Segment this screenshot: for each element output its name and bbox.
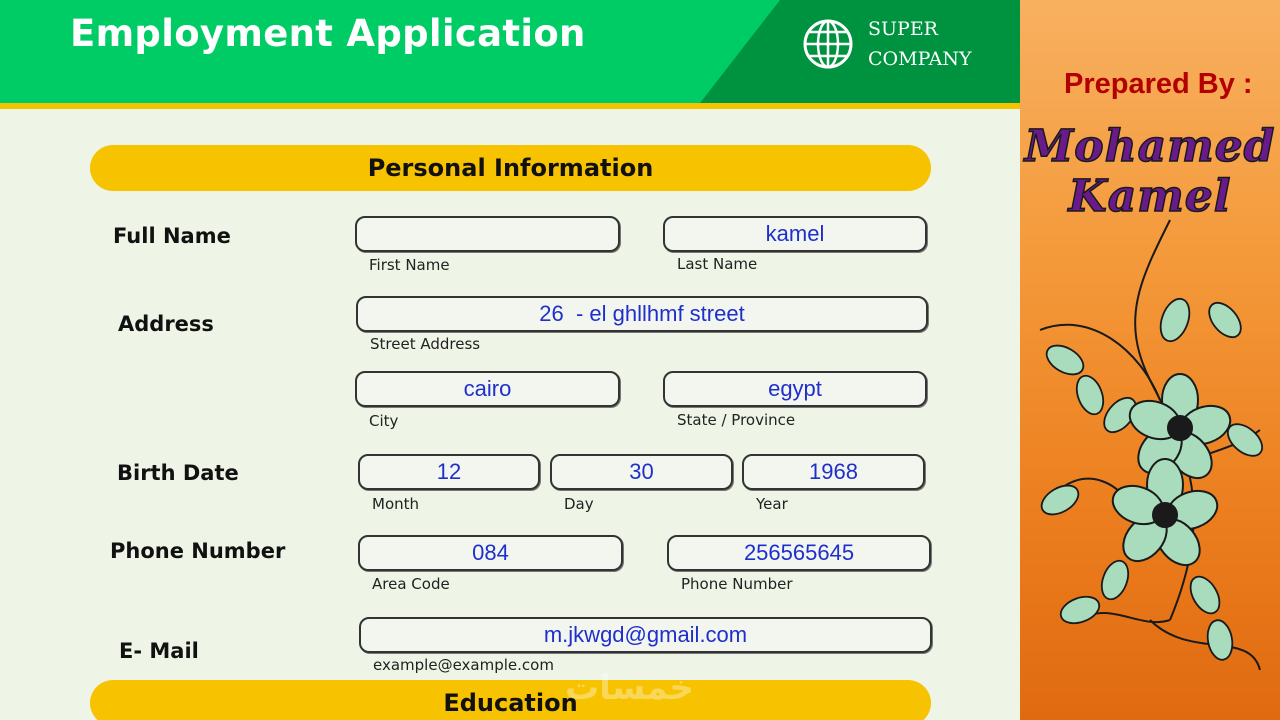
area-code-caption: Area Code: [372, 575, 450, 593]
first-name-caption: First Name: [369, 256, 450, 274]
phone-number-caption: Phone Number: [681, 575, 793, 593]
city-caption: City: [369, 412, 399, 430]
street-address-field[interactable]: 26 - el ghllhmf street: [356, 296, 928, 332]
last-name-field[interactable]: kamel: [663, 216, 927, 252]
birth-month-caption: Month: [372, 495, 420, 513]
area-code-field[interactable]: 084: [358, 535, 623, 571]
birth-date-label: Birth Date: [117, 461, 239, 485]
email-field[interactable]: m.jkwgd@gmail.com: [359, 617, 932, 653]
company-name: [868, 14, 972, 74]
birth-month-field[interactable]: 12: [358, 454, 540, 490]
birth-year-caption: Year: [756, 495, 788, 513]
page-title: Employment Application: [70, 12, 586, 55]
phone-number-label: Phone Number: [110, 539, 286, 563]
header-divider: [0, 103, 1020, 109]
email-label: E- Mail: [119, 639, 199, 663]
first-name-field[interactable]: [355, 216, 620, 252]
globe-icon: [802, 18, 854, 70]
side-panel: [1020, 0, 1280, 720]
birth-day-field[interactable]: 30: [550, 454, 733, 490]
last-name-caption: Last Name: [677, 255, 758, 273]
prepared-by-label: Prepared By :: [1064, 68, 1253, 100]
street-address-caption: Street Address: [370, 335, 481, 353]
birth-day-caption: Day: [564, 495, 594, 513]
state-province-field[interactable]: egypt: [663, 371, 927, 407]
author-last-name: Kamel: [1068, 171, 1232, 222]
company-name-line2: COMPANY: [868, 48, 972, 70]
header-banner: [0, 0, 1020, 103]
company-name-line1: SUPER: [868, 18, 938, 40]
city-field[interactable]: cairo: [355, 371, 620, 407]
watermark: خمسات: [565, 668, 694, 708]
section-header-education: Education: [90, 680, 931, 720]
full-name-label: Full Name: [113, 224, 231, 248]
email-caption: example@example.com: [373, 656, 554, 674]
phone-number-field[interactable]: 256565645: [667, 535, 931, 571]
birth-year-field[interactable]: 1968: [742, 454, 925, 490]
author-first-name: Mohamed: [1024, 121, 1276, 172]
address-label: Address: [118, 312, 214, 336]
section-header-personal-information: Personal Information: [90, 145, 931, 191]
state-province-caption: State / Province: [677, 411, 796, 429]
floral-ornament: [1020, 200, 1280, 720]
